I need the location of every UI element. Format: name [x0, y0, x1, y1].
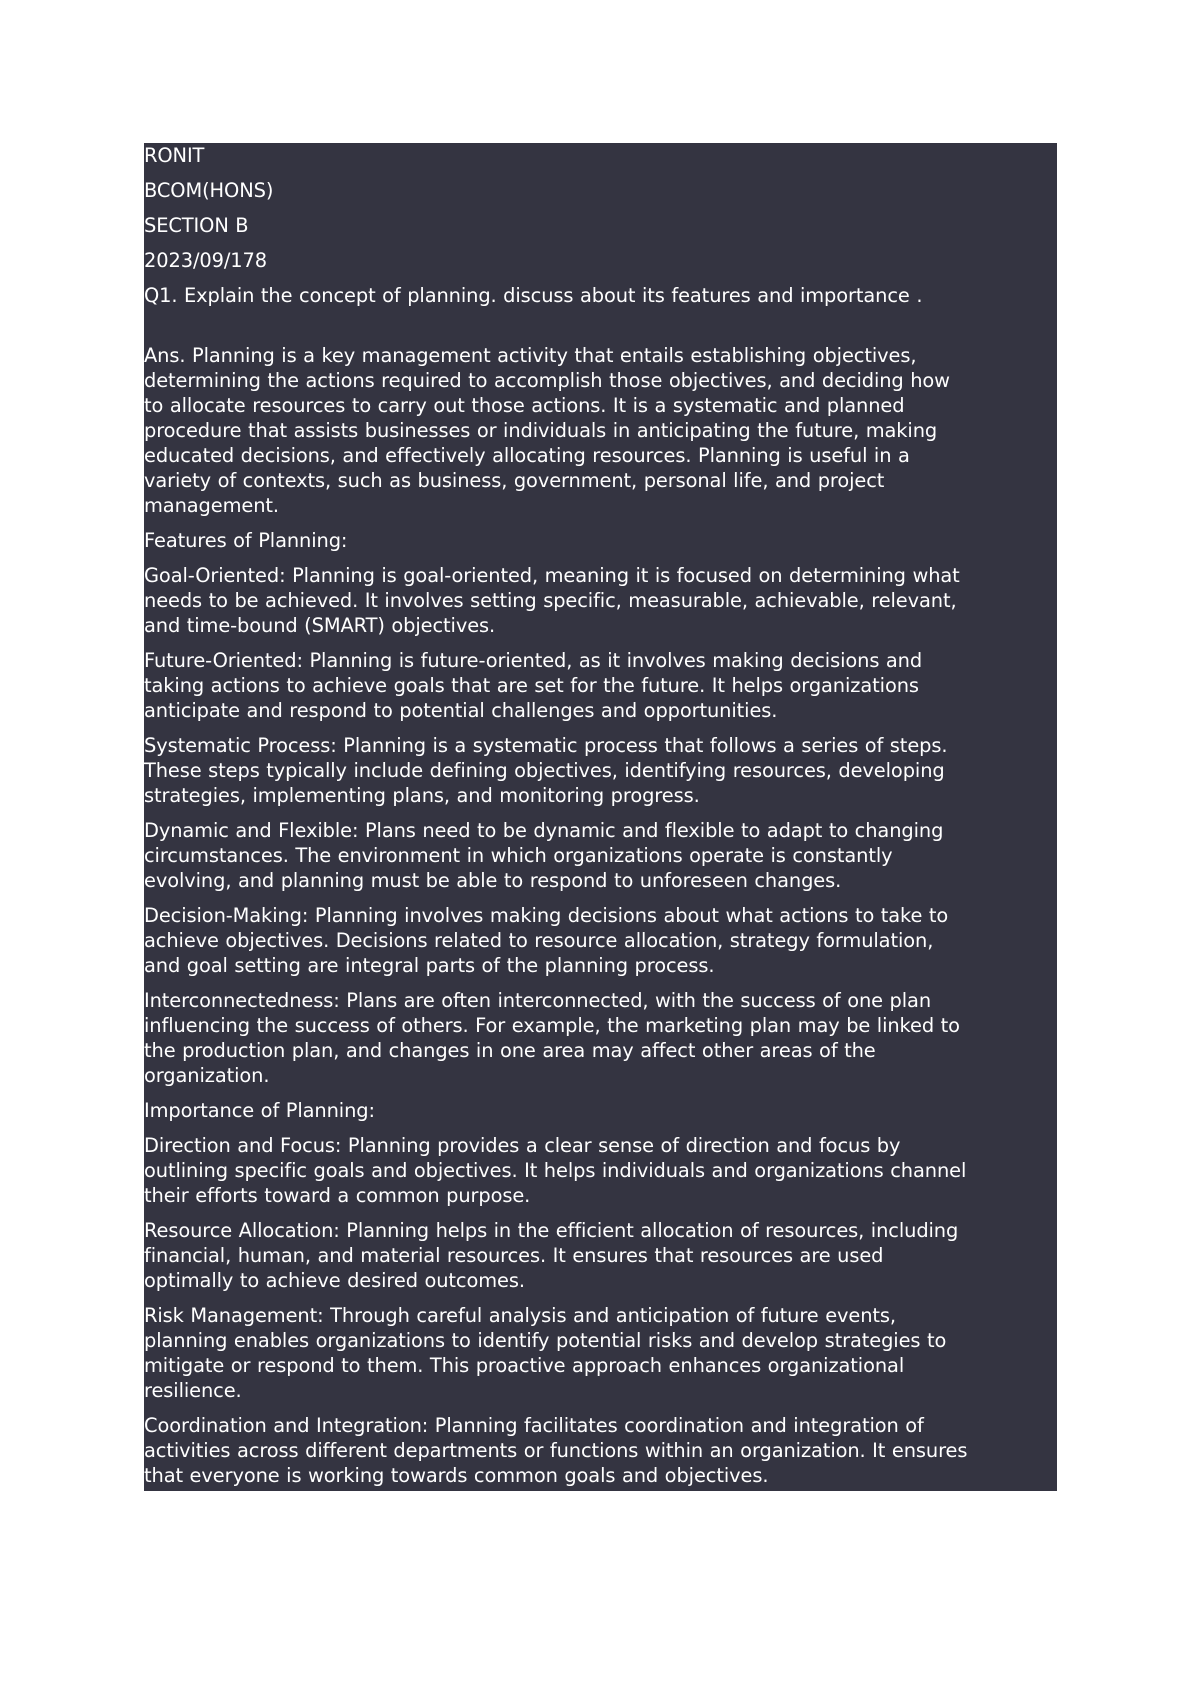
- student-course: BCOM(HONS): [144, 179, 274, 202]
- student-name: RONIT: [144, 144, 205, 167]
- feature-line: needs to be achieved. It involves setting specific, measurable, achievable, relevant,: [144, 589, 957, 612]
- importance-line: financial, human, and material resources. It ensures that resources are used: [144, 1244, 884, 1267]
- importance-line: Resource Allocation: Planning helps in the efficient allocation of resources, including: [144, 1219, 959, 1242]
- feature-paragraph: [144, 733, 1057, 808]
- importance-line: Coordination and Integration: Planning facilitates coordination and integration of: [144, 1414, 924, 1437]
- feature-line: Goal-Oriented: Planning is goal-oriented, meaning it is focused on determining what: [144, 564, 960, 587]
- importance-line: their efforts toward a common purpose.: [144, 1184, 531, 1207]
- answer-line: educated decisions, and effectively allocating resources. Planning is useful in a: [144, 444, 910, 467]
- feature-line: taking actions to achieve goals that are set for the future. It helps organizations: [144, 674, 919, 697]
- answer-line: procedure that assists businesses or individuals in anticipating the future, making: [144, 419, 938, 442]
- importance-paragraph: [144, 1133, 1057, 1208]
- importance-line: planning enables organizations to identify potential risks and develop strategies to: [144, 1329, 947, 1352]
- feature-line: circumstances. The environment in which organizations operate is constantly: [144, 844, 893, 867]
- feature-line: anticipate and respond to potential challenges and opportunities.: [144, 699, 778, 722]
- feature-line: organization.: [144, 1064, 270, 1087]
- feature-line: Future-Oriented: Planning is future-oriented, as it involves making decisions and: [144, 649, 923, 672]
- feature-paragraph: [144, 988, 1057, 1088]
- answer-line: determining the actions required to accomplish those objectives, and deciding how: [144, 369, 950, 392]
- feature-line: Interconnectedness: Plans are often interconnected, with the success of one plan: [144, 989, 932, 1012]
- importance-paragraph: [144, 1303, 1057, 1403]
- feature-line: Decision-Making: Planning involves making decisions about what actions to take to: [144, 904, 949, 927]
- question-text: Q1. Explain the concept of planning. discuss about its features and importance .: [144, 284, 923, 307]
- answer-paragraph: [144, 343, 1057, 518]
- feature-paragraph: [144, 648, 1057, 723]
- feature-line: the production plan, and changes in one area may affect other areas of the: [144, 1039, 876, 1062]
- feature-line: and time-bound (SMART) objectives.: [144, 614, 496, 637]
- importance-heading: Importance of Planning:: [144, 1099, 375, 1122]
- student-section: SECTION B: [144, 214, 249, 237]
- importance-line: Risk Management: Through careful analysis and anticipation of future events,: [144, 1304, 896, 1327]
- feature-paragraph: [144, 563, 1057, 638]
- importance-line: mitigate or respond to them. This proactive approach enhances organizational: [144, 1354, 905, 1377]
- answer-line: to allocate resources to carry out those actions. It is a systematic and planned: [144, 394, 905, 417]
- answer-line: variety of contexts, such as business, government, personal life, and project: [144, 469, 885, 492]
- feature-line: influencing the success of others. For example, the marketing plan may be linked to: [144, 1014, 960, 1037]
- feature-line: evolving, and planning must be able to respond to unforeseen changes.: [144, 869, 842, 892]
- importance-paragraph: [144, 1218, 1057, 1293]
- importance-paragraph: [144, 1413, 1057, 1488]
- importance-line: Direction and Focus: Planning provides a clear sense of direction and focus by: [144, 1134, 901, 1157]
- answer-line: management.: [144, 494, 279, 517]
- importance-line: outlining specific goals and objectives. It helps individuals and organizations channel: [144, 1159, 967, 1182]
- feature-line: achieve objectives. Decisions related to resource allocation, strategy formulation,: [144, 929, 934, 952]
- feature-paragraph: [144, 903, 1057, 978]
- feature-paragraph: [144, 818, 1057, 893]
- feature-line: strategies, implementing plans, and monitoring progress.: [144, 784, 700, 807]
- student-roll-number: 2023/09/178: [144, 249, 267, 272]
- feature-line: and goal setting are integral parts of the planning process.: [144, 954, 715, 977]
- feature-line: These steps typically include defining objectives, identifying resources, developing: [144, 759, 945, 782]
- answer-line: Ans. Planning is a key management activity that entails establishing objectives,: [144, 344, 917, 367]
- importance-line: resilience.: [144, 1379, 242, 1402]
- feature-line: Dynamic and Flexible: Plans need to be dynamic and flexible to adapt to changing: [144, 819, 944, 842]
- importance-line: optimally to achieve desired outcomes.: [144, 1269, 525, 1292]
- features-heading: Features of Planning:: [144, 529, 348, 552]
- importance-line: that everyone is working towards common goals and objectives.: [144, 1464, 769, 1487]
- feature-line: Systematic Process: Planning is a systematic process that follows a series of steps.: [144, 734, 948, 757]
- document-content-box: [144, 143, 1057, 1491]
- importance-line: activities across different departments or functions within an organization. It ensures: [144, 1439, 968, 1462]
